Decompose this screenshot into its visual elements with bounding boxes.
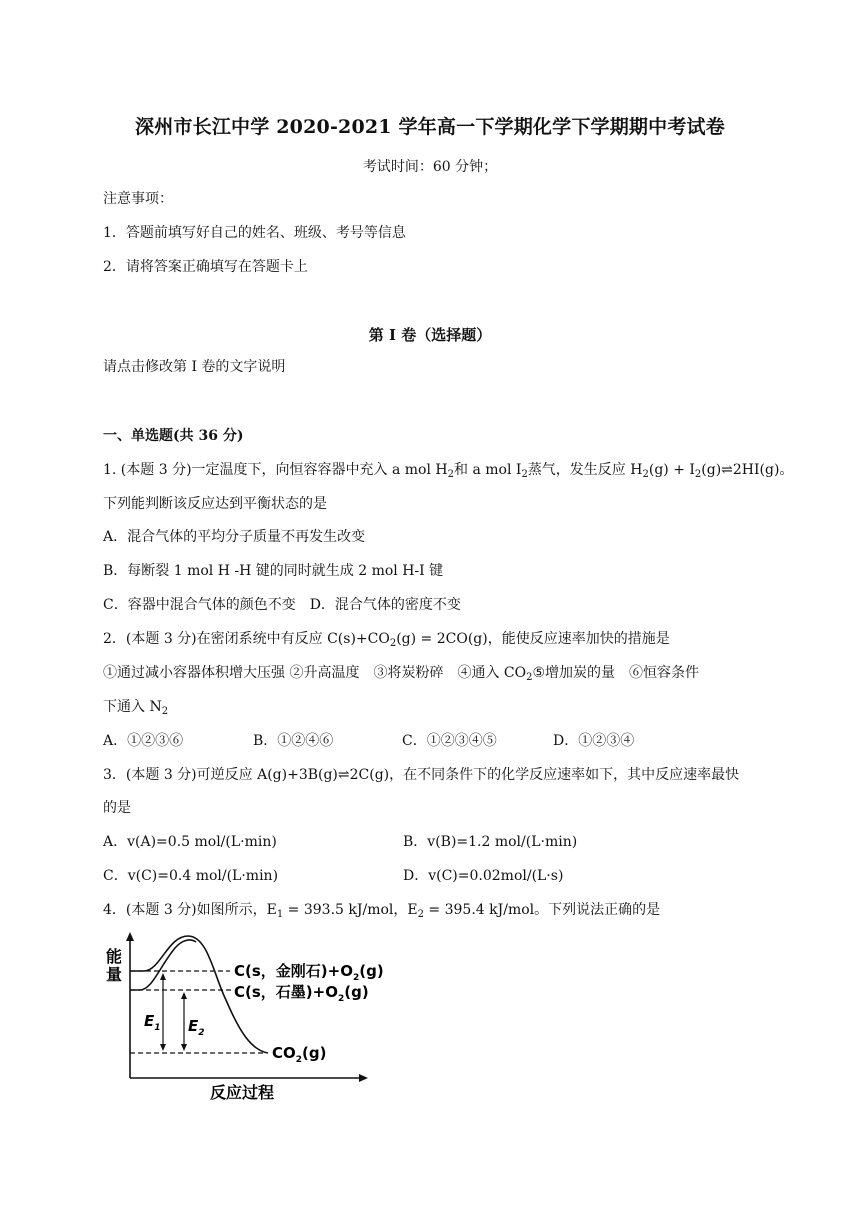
y-axis-arrow — [126, 932, 134, 941]
e1-subscript: 1 — [154, 1023, 161, 1033]
q3-option-c: C．v(C)=0.4 mol/(L·min) — [103, 868, 279, 884]
subscript: 2 — [694, 469, 702, 480]
q3-option-b: B．v(B)=1.2 mol/(L·min) — [403, 834, 578, 850]
q2-stem-line1 — [103, 630, 670, 653]
e-letter: E — [144, 1012, 155, 1030]
q2-text: ⑤增加炭的量 ⑥恒容条件 — [532, 665, 700, 681]
section-note: 请点击修改第 I 卷的文字说明 — [103, 359, 286, 375]
q1-option-cd: C．容器中混合气体的颜色不变 D．混合气体的密度不变 — [103, 597, 461, 613]
q2-stem-line3 — [103, 698, 168, 721]
q3-option-a: A．v(A)=0.5 mol/(L·min) — [103, 834, 277, 850]
e2-arrowhead-top — [181, 992, 187, 999]
e2-subscript: 2 — [198, 1028, 205, 1038]
q2-text: 2．(本题 3 分)在密闭系统中有反应 C(s)+CO — [103, 631, 390, 647]
q4-text: = 393.5 kJ/mol，E — [283, 902, 418, 918]
q1-text: 蒸气，发生反应 H — [527, 462, 643, 478]
e1-arrowhead-top — [160, 973, 166, 980]
q2-text: 下通入 N — [103, 699, 162, 715]
subscript: 2 — [526, 672, 533, 683]
q1-text: (g) + I — [648, 462, 695, 478]
q2-option-b: B．①②④⑥ — [253, 733, 334, 749]
diamond-label: C(s，金刚石)$+O_2(g)$ — [234, 962, 384, 983]
q2-stem-line2 — [103, 664, 699, 687]
section-heading: 一、单选题(共 36 分) — [103, 428, 244, 444]
subscript: 2 — [447, 469, 455, 480]
y-axis-label-top: 能 — [106, 947, 123, 966]
exam-title: 深州市长江中学 2020-2021 学年高一下学期化学下学期期中考试卷 — [135, 116, 725, 138]
q4-stem-line1 — [103, 901, 660, 924]
subscript: 1 — [276, 909, 284, 920]
section-title: 第 I 卷（选择题） — [368, 326, 492, 344]
x-axis-arrow — [359, 1074, 368, 1082]
co2-label: $CO_2(g)$ — [272, 1044, 327, 1065]
q1-text: (g)⇌2HI(g)。 — [701, 462, 794, 478]
q1-option-b: B．每断裂 1 mol H -H 键的同时就生成 2 mol H-I 键 — [103, 563, 444, 579]
q1-option-a: A．混合气体的平均分子质量不再发生改变 — [103, 529, 366, 545]
q1-stem-line1 — [103, 461, 793, 484]
subscript: 2 — [521, 469, 528, 480]
e-letter: E — [188, 1017, 199, 1035]
x-axis-label: 反应过程 — [210, 1083, 275, 1102]
q4-text: 4．(本题 3 分)如图所示，E — [103, 902, 277, 918]
q3-stem-line1: 3．(本题 3 分)可逆反应 A(g)+3B(g)⇌2C(g)，在不同条件下的化学反应速率如下，其中反应速率最快 — [103, 767, 740, 783]
q2-option-c: C．①②③④⑤ — [402, 733, 497, 749]
q3-option-d: D．v(C)=0.02mol/(L·s) — [403, 868, 564, 884]
q1-text: 1. (本题 3 分)一定温度下，向恒容容器中充入 a mol H — [103, 462, 448, 478]
q1-text: 和 a mol I — [454, 462, 522, 478]
e2-arrowhead-bottom — [181, 1044, 187, 1051]
notes-heading: 注意事项： — [103, 191, 173, 207]
subscript: 2 — [417, 909, 424, 920]
e2-label — [188, 1017, 205, 1038]
subscript: 2 — [642, 469, 649, 480]
subscript: 2 — [389, 638, 397, 649]
graphite-label: C(s，石墨)$+O_2(g)$ — [234, 983, 369, 1004]
q4-text: = 395.4 kJ/mol。下列说法正确的是 — [423, 902, 661, 918]
e1-label — [144, 1012, 161, 1033]
q2-text: ①通过减小容器体积增大压强 ②升高温度 ③将炭粉碎 ④通入 CO — [103, 665, 527, 681]
notes-item-1: 1．答题前填写好自己的姓名、班级、考号等信息 — [103, 225, 406, 241]
q2-option-a: A．①②③⑥ — [103, 733, 184, 749]
q2-text: (g) = 2CO(g)，能使反应速率加快的措施是 — [396, 631, 670, 647]
q1-stem-line2: 下列能判断该反应达到平衡状态的是 — [103, 496, 327, 512]
q3-stem-line2: 的是 — [103, 800, 131, 816]
notes-item-2: 2．请将答案正确填写在答题卡上 — [103, 259, 308, 275]
subscript: 2 — [161, 706, 169, 717]
q2-option-d: D．①②③④ — [553, 733, 635, 749]
e1-arrowhead-bottom — [160, 1044, 166, 1051]
exam-time: 考试时间：60 分钟； — [362, 159, 498, 175]
energy-diagram — [100, 928, 420, 1108]
y-axis-label-bottom: 量 — [106, 965, 123, 984]
